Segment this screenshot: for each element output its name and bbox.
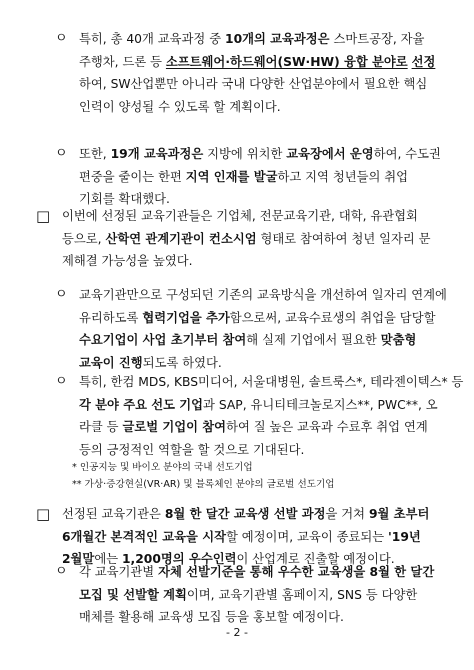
square-bullet: □ xyxy=(36,505,51,523)
circle-item-5: ㅇ 각 교육기관별 자체 선발기준을 통해 우수한 교육생을 8월 한 달간 모집 및 선발할 계획이며, 교육기관별 홈페이지, SNS 등 다양한 매체를 활용해 교육생 모집 등을 홍보할 예정이다. xyxy=(55,561,434,629)
footnote-1: * 인공지능 및 바이오 분야의 국내 선도기업 xyxy=(72,462,253,473)
circle-bullet: ㅇ xyxy=(55,564,68,579)
square-bullet: □ xyxy=(36,207,51,225)
footnote-2: ** 가상·증강현실(VR·AR) 및 블록체인 분야의 글로벌 선도기업 xyxy=(72,479,335,490)
circle-bullet: ㅇ xyxy=(55,31,68,46)
circle-item-3: ㅇ 교육기관만으로 구성되던 기존의 교육방식을 개선하여 일자리 연계에 유리하도록 협력기업을 추가함으로써, 교육수료생의 취업을 담당할 수요기업이 사업 초기부터 참여해 실제 기업에서 필요한 맞춤형 교육이 진행되도록 하였다. xyxy=(55,284,447,374)
circle-bullet: ㅇ xyxy=(55,374,68,389)
circle-item-2: ㅇ 또한, 19개 교육과정은 지방에 위치한 교육장에서 운영하여, 수도권 편중을 줄이는 한편 지역 인재를 발굴하고 지역 청년들의 취업 기회를 확대했다. xyxy=(55,143,441,211)
circle-bullet: ㅇ xyxy=(55,287,68,302)
circle-bullet: ㅇ xyxy=(55,146,68,161)
square-item-2: □ 선정된 교육기관은 8월 한 달간 교육생 선발 과정을 거쳐 9월 초부터 6개월간 본격적인 교육을 시작할 예정이며, 교육이 종료되는 '19년 2월말에는 1,200명의 우수인력이 산업계로 진출할 예정이다. xyxy=(36,505,430,567)
page-number: - 2 - xyxy=(226,626,248,639)
circle-item-4: ㅇ 특히, 한컴 MDS, KBS미디어, 서울대병원, 솔트룩스*, 테라젠이텍스* 등 각 분야 주요 선도 기업과 SAP, 유니티테크놀로지스**, PWC**, 오 라클 등 글로벌 기업이 참여하여 질 높은 교육과 수료후 취업 연계 등의 긍정적인 역할을 할 것으로 기대된다. xyxy=(55,371,463,461)
square-item-1: □ 이번에 선정된 교육기관들은 기업체, 전문교육기관, 대학, 유관협회 등으로, 산학연 관계기관이 컨소시엄 형태로 참여하여 청년 일자리 문 제해결 가능성을 높였다. xyxy=(36,207,431,269)
circle-item-1: ㅇ 특히, 총 40개 교육과정 중 10개의 교육과정은 스마트공장, 자율 주행차, 드론 등 소프트웨어·하드웨어(SW·HW) 융합 분야로 선정 하여, SW산업뿐만 아니라 국내 다양한 산업분야에서 필요한 핵심 인력이 양성될 수 있도록 할 계획이다. xyxy=(55,28,435,118)
